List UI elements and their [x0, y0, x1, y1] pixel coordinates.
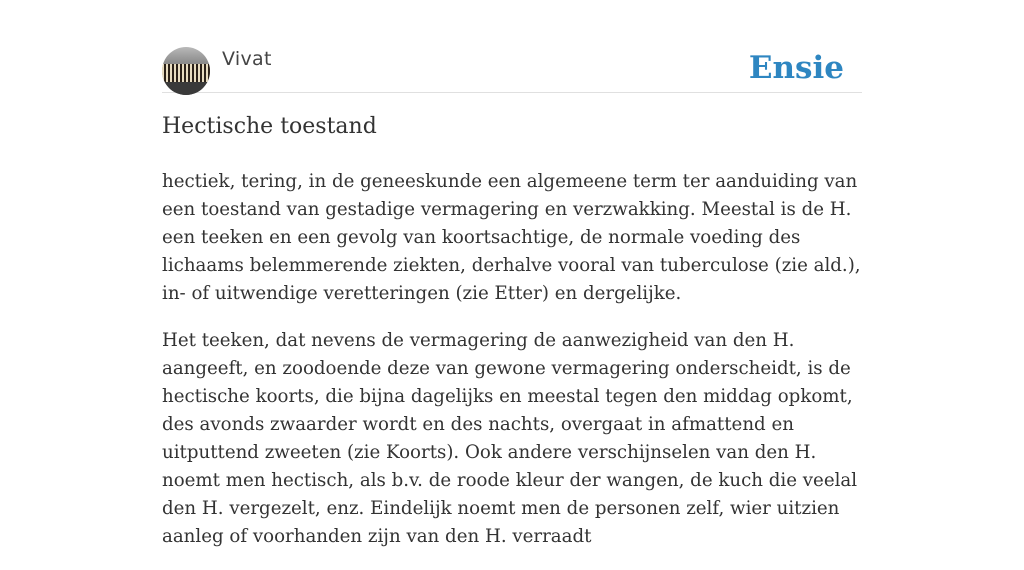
header — [162, 46, 862, 93]
paragraph-2: Het teeken, dat nevens de vermagering de aanwezigheid van den H. aangeeft, en zoodoende deze van gewone vermagering onderscheidt, is de hectische koorts, die bijna dagelijks en meestal tegen den middag opkomt, des avonds zwaarder wordt en des nachts, overgaat in afmattend en uitputtend zweeten (zie Koorts). Ook andere verschijnselen van den H. noemt men hectisch, als b.v. de roode kleur der wangen, de kuch die veelal den H. vergezelt, enz. Eindelijk noemt men de personen zelf, wier uitzien aanleg of voorhanden zijn van den H. verraadt — [162, 330, 858, 547]
author-name[interactable]: Vivat — [222, 48, 272, 70]
paragraph-1: hectiek, tering, in de geneeskunde een algemeene term ter aanduiding van een toestand van gestadige vermagering en verzwakking. Meestal is de H. een teeken en een gevolg van koortsachtige, de normale voeding des lichaams belemmerende ziekten, derhalve vooral van tuberculose (zie ald.), in- of uitwendige veretteringen (zie Etter) en dergelijke. — [162, 171, 861, 304]
article-body — [162, 168, 867, 570]
bookshelf-avatar-icon — [162, 64, 210, 82]
site-logo[interactable]: Ensie — [748, 50, 844, 86]
shelf-shadow — [162, 82, 210, 95]
page-title: Hectische toestand — [162, 114, 377, 139]
avatar[interactable] — [162, 47, 210, 95]
